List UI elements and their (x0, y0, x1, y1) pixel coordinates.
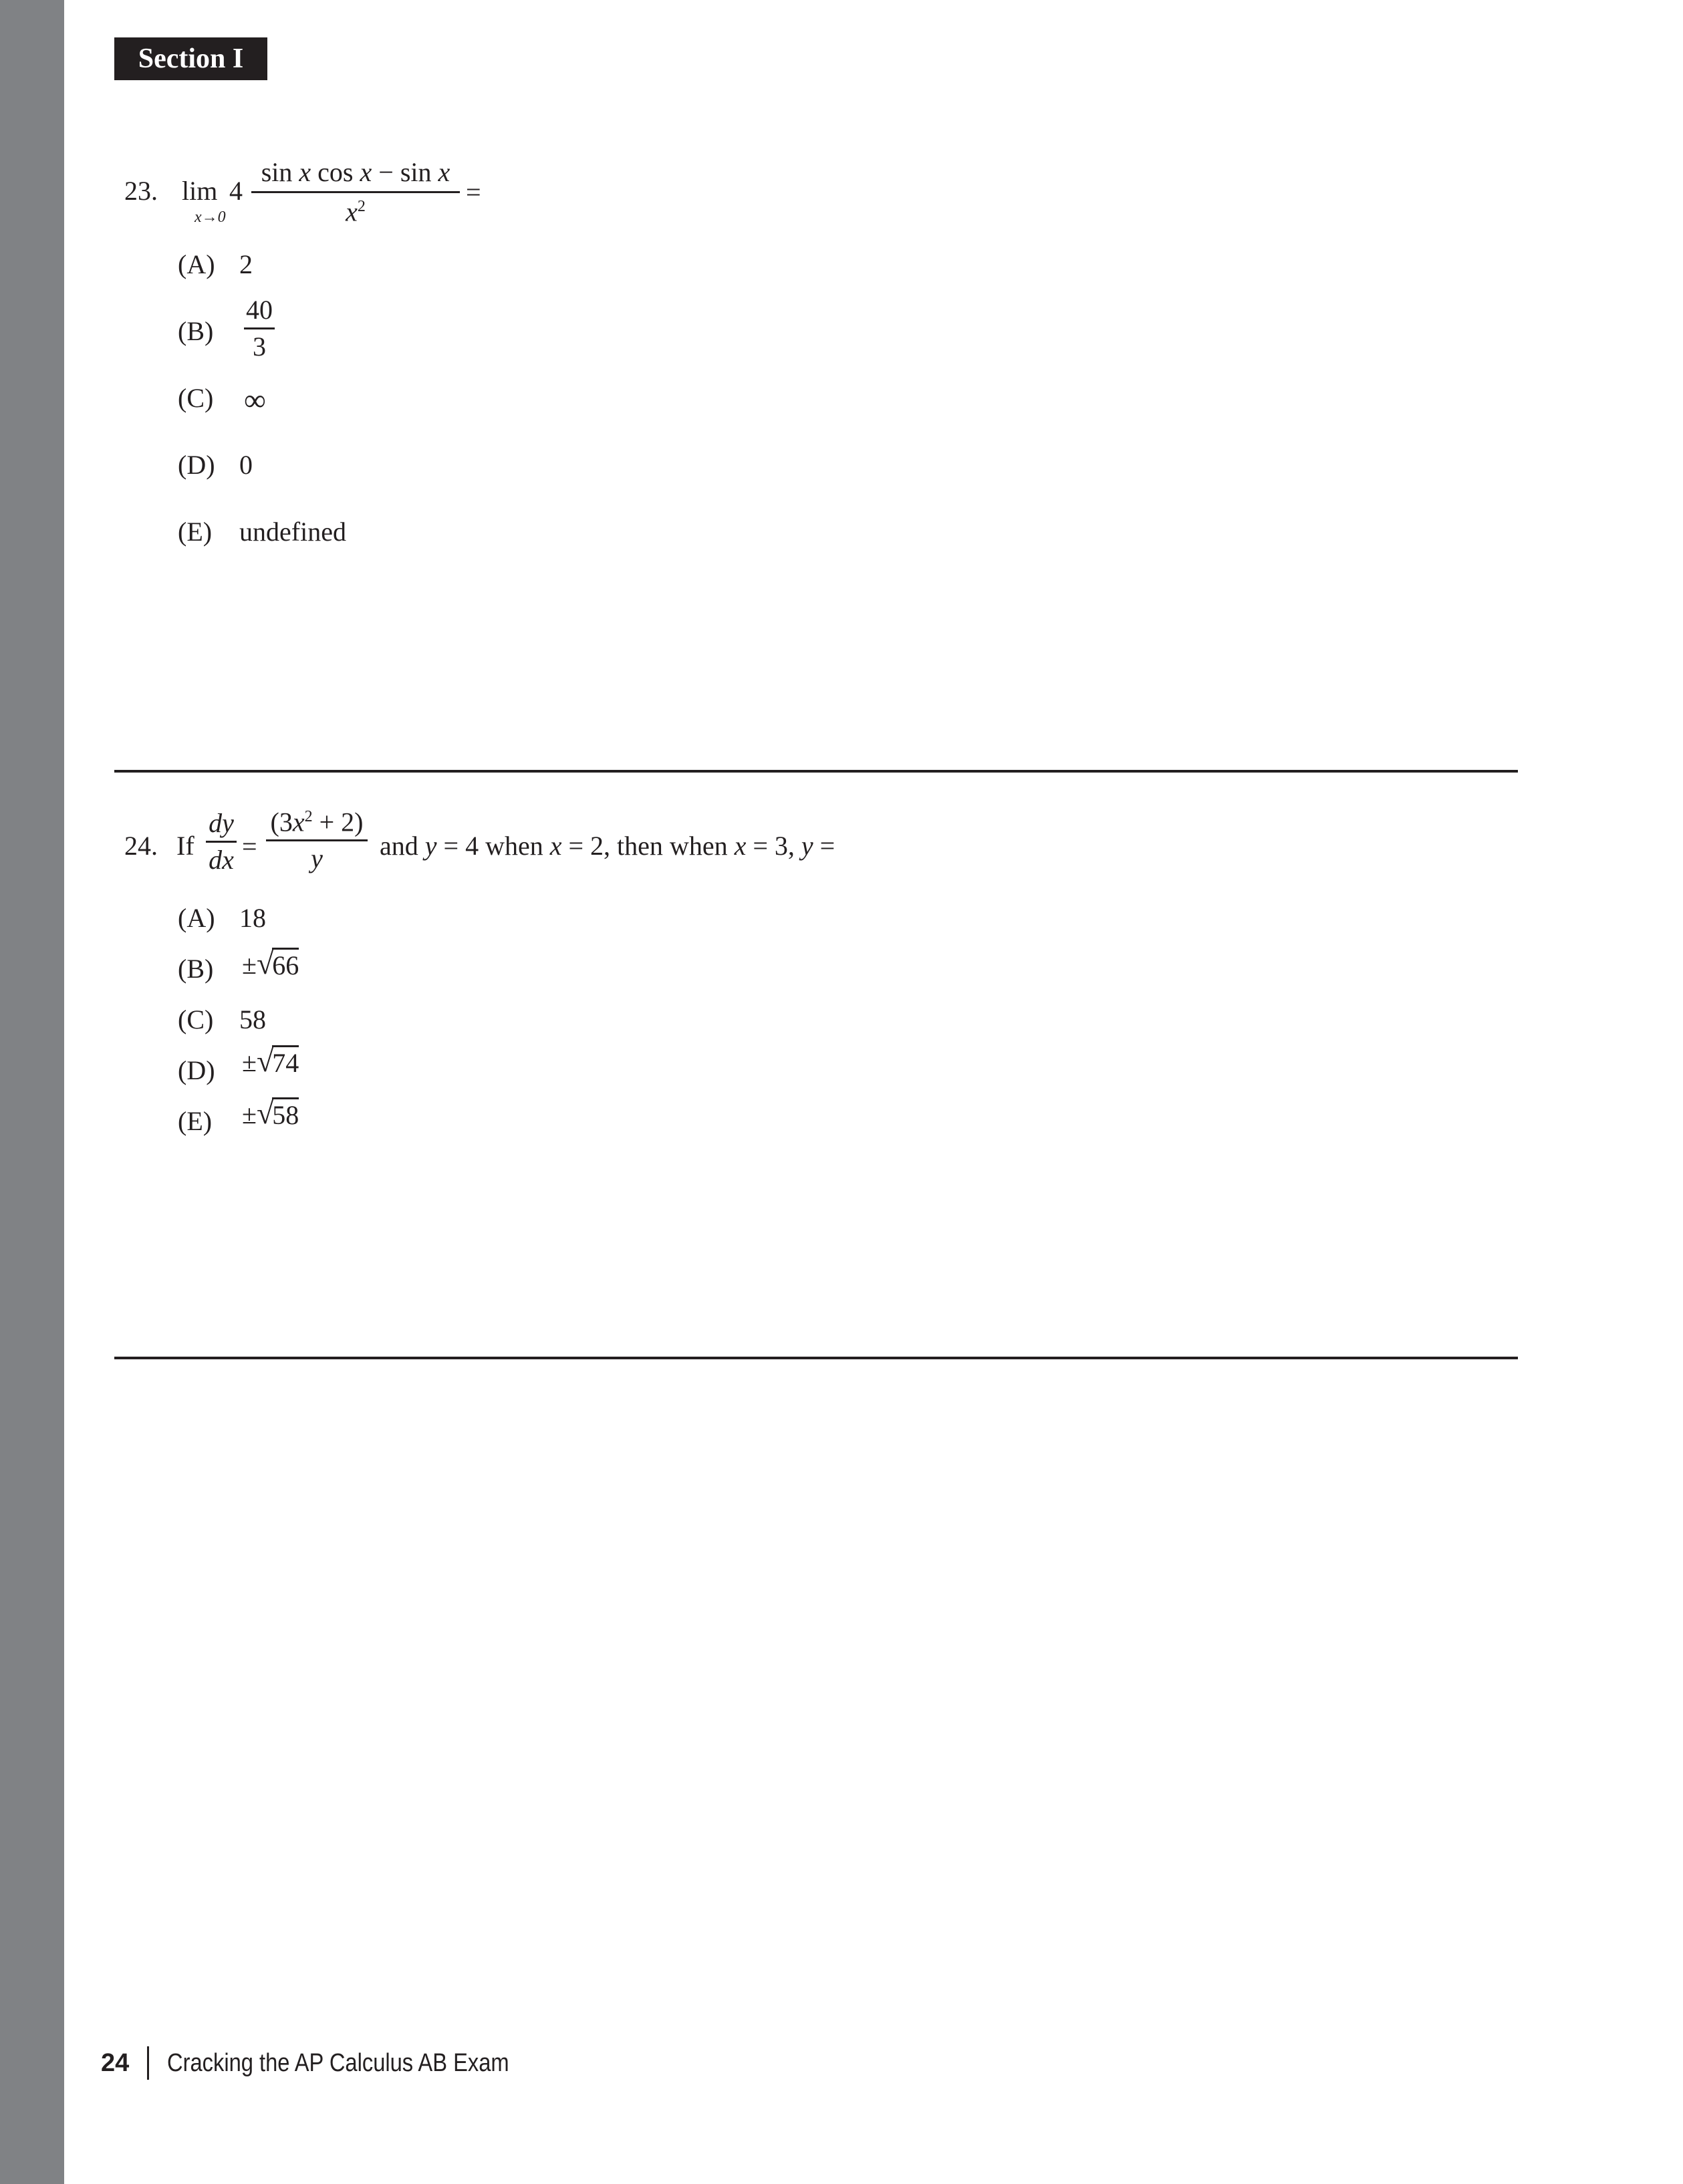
option-c-letter: (C) (178, 1004, 214, 1035)
fraction-bar (251, 191, 460, 193)
option-b-fraction-bar (244, 327, 275, 329)
option-a-value: 18 (239, 903, 266, 933)
equals-sign: = (466, 177, 481, 207)
question-tail: and y = 4 when x = 2, then when x = 3, y = (380, 831, 835, 861)
option-c-letter: (C) (178, 383, 214, 413)
limit-fraction (251, 159, 460, 225)
section-label: Section I (114, 37, 267, 80)
if-word: If (176, 831, 195, 861)
option-c-value: 58 (239, 1004, 266, 1035)
option-b-value: ± √ 66 (242, 946, 299, 980)
option-d-letter: (D) (178, 450, 215, 480)
option-d-letter: (D) (178, 1055, 215, 1085)
option-d-value: 0 (239, 450, 253, 480)
option-a-letter: (A) (178, 903, 215, 933)
coefficient: 4 (229, 176, 243, 206)
option-b-denominator: 3 (253, 331, 266, 362)
derivative-denominator: dx (209, 845, 234, 875)
equals-sign: = (242, 831, 257, 861)
limit-subscript: x→0 (195, 209, 226, 226)
rhs-bar (266, 839, 368, 841)
option-c-value: ∞ (244, 383, 266, 417)
page-number: 24 (101, 2049, 130, 2077)
rhs-fraction (266, 809, 368, 872)
divider-rule (114, 770, 1518, 773)
option-b-fraction (244, 297, 275, 360)
option-e-value: ± √ 58 (242, 1096, 299, 1130)
option-b-numerator: 40 (246, 295, 273, 325)
option-b-letter: (B) (178, 316, 214, 346)
option-b-letter: (B) (178, 954, 214, 984)
rhs-denominator: y (311, 843, 323, 874)
option-e-letter: (E) (178, 1106, 213, 1136)
fraction-denominator: $x^2$ (346, 196, 366, 227)
rhs-numerator: $(3x^2 + 2)$ (270, 807, 364, 837)
divider-rule (114, 1357, 1518, 1359)
option-a-letter: (A) (178, 249, 215, 279)
question-number: 24. (124, 831, 158, 861)
footer-separator (147, 2046, 149, 2080)
derivative-numerator: dy (209, 808, 234, 838)
limit-operator: lim (182, 176, 218, 206)
option-a-value: 2 (239, 249, 253, 279)
option-e-letter: (E) (178, 517, 213, 547)
left-margin-bar (0, 0, 64, 2184)
fraction-numerator: sin x cos x − sin x (261, 157, 450, 187)
book-title: Cracking the AP Calculus AB Exam (167, 2049, 509, 2077)
option-d-value: ± √ 74 (242, 1044, 299, 1078)
derivative-fraction (206, 810, 237, 873)
question-number: 23. (124, 176, 158, 206)
option-e-value: undefined (239, 517, 346, 547)
derivative-bar (206, 841, 237, 843)
